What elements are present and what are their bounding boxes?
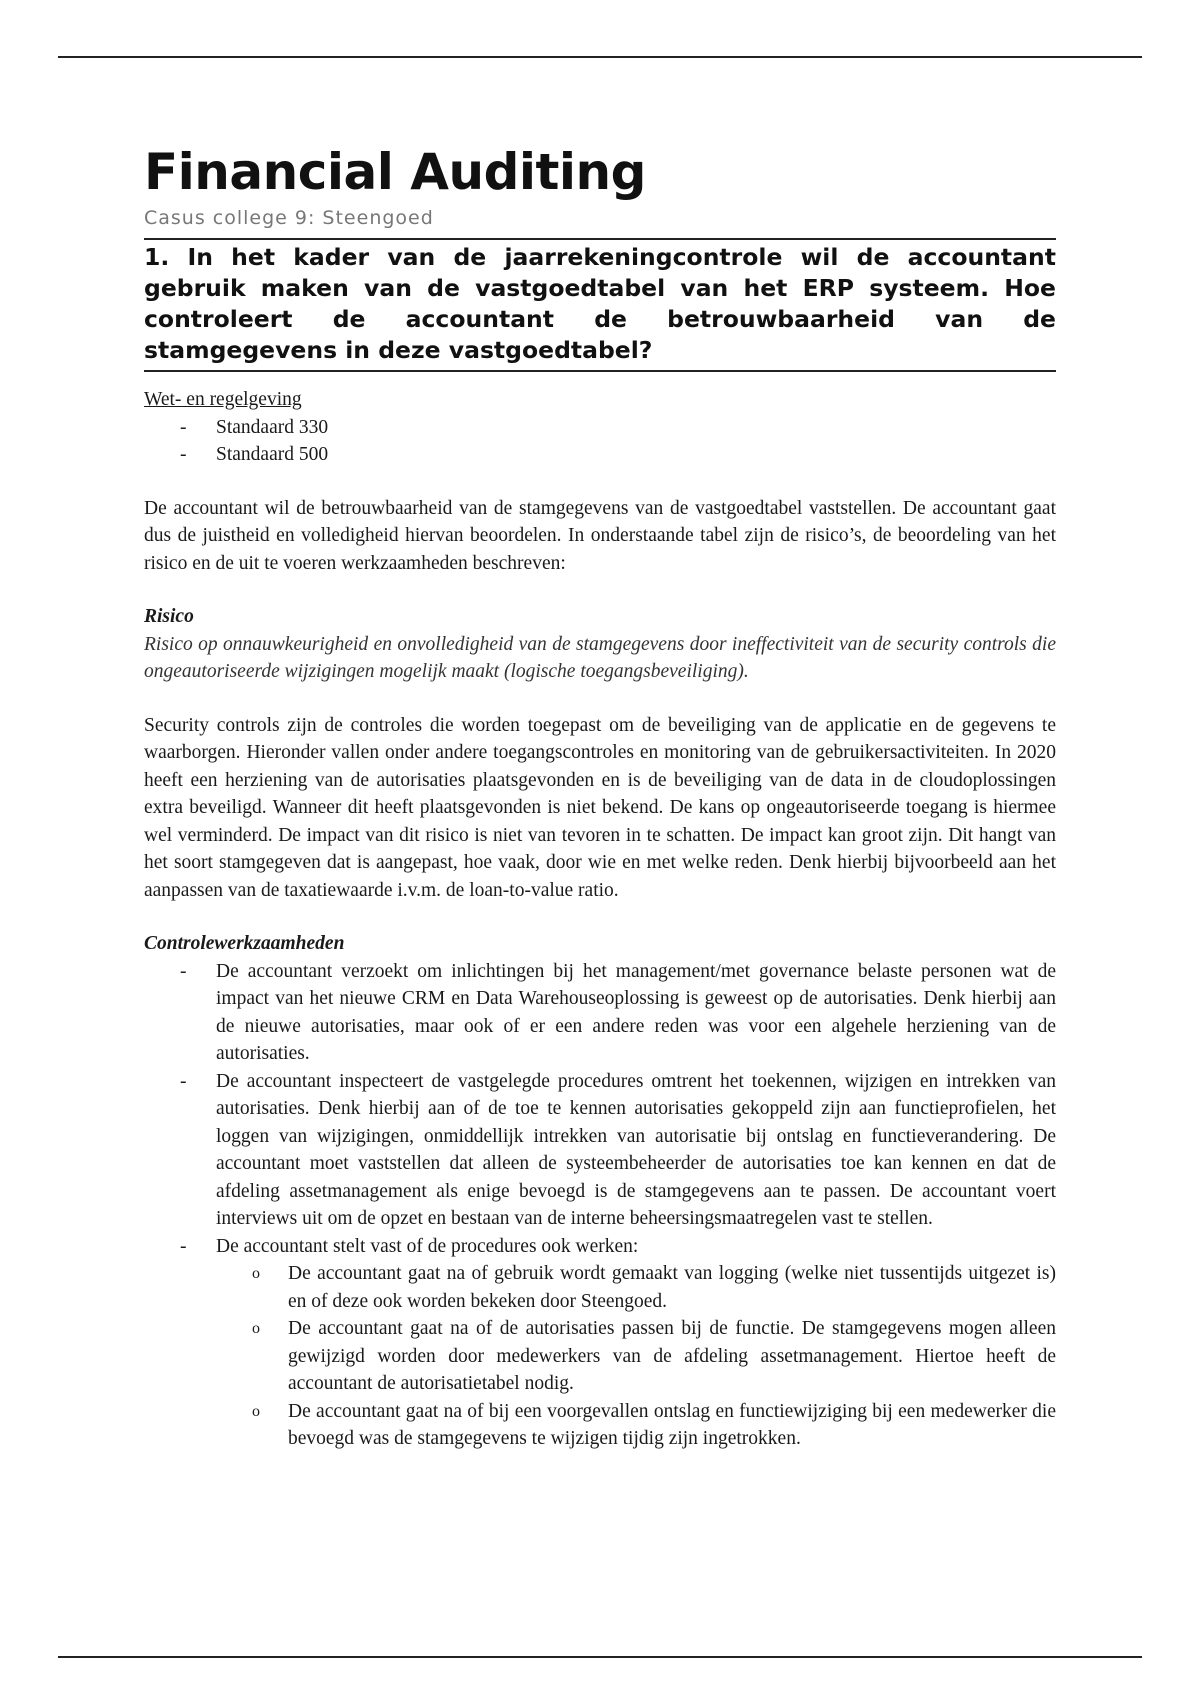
dash-bullet: - [180,444,187,465]
circle-bullet: o [252,1265,260,1282]
circle-bullet: o [252,1320,260,1337]
procedures-list [144,958,1056,1453]
document-title: Financial Auditing [144,143,646,201]
document-body [144,140,1056,1453]
legislation-heading: Wet- en regelgeving [144,389,302,410]
dash-bullet: - [180,1235,187,1257]
security-paragraph: Security controls zijn de controles die worden toegepast om de beveiliging van de applicatie en de gegevens te waarborgen. Hieronder vallen onder andere toegangscontroles en monitoring van de gebruikersactiviteiten. In 2020 heeft een herziening van de autorisaties plaatsgevonden en is de beveiliging van de data in de cloudoplossingen extra beveiligd. Wanneer dit heeft plaatsgevonden is niet bekend. De kans op ongeautoriseerde toegang is hiermee wel verminderd. De impact van dit risico is niet van tevoren in te schatten. De impact kan groot zijn. Dit hangt van het soort stamgegeven dat is aangepast, hoe vaak, door wie en met welke reden. Denk hierbij bijvoorbeeld aan het aanpassen van de taxatiewaarde i.v.m. de loan-to-value ratio. [144,714,1056,901]
risk-text: Risico op onnauwkeurigheid en onvolledigheid van de stamgegevens door ineffectiviteit van de security controls die ongeautoriseerde wijzigingen mogelijk maakt (logische toegangsbeveiliging). [144,633,1056,682]
header-rule [58,56,1142,58]
circle-bullet: o [252,1402,260,1420]
sub-list-item: o De accountant gaat na of gebruik wordt gemaakt van logging (welke niet tussentijds uitgezet is) en of deze ook worden bekeken door Steengoed. [288,1260,1056,1315]
risk-heading: Risico [144,606,194,627]
dash-bullet: - [180,1070,187,1092]
dash-bullet: - [180,416,187,438]
document-subtitle: Casus college 9: Steengoed [144,207,434,229]
legislation-list [144,414,1056,469]
list-item: - De accountant verzoekt om inlichtingen bij het management/met governance belaste personen wat de impact van het nieuwe CRM en Data Warehouseoplossing is geweest op de autorisaties. Denk hierbij aan de nieuwe autorisaties, maar ook of er een andere reden was voor een algehele herziening van de autorisaties. [216,958,1056,1068]
sub-procedures-list [216,1260,1056,1453]
question-heading: 1. In het kader van de jaarrekeningcontrole wil de accountant gebruik maken van de vastgoedtabel van het ERP systeem. Hoe controleert de accountant de betrouwbaarheid van de stamgegevens in deze vastgoedtabel? [144,238,1056,372]
dash-bullet: - [180,960,187,982]
sub-list-item: o De accountant gaat na of bij een voorgevallen ontslag en functiewijziging bij een medewerker die bevoegd was de stamgegevens te wijzigen tijdig zijn ingetrokken. [288,1398,1056,1453]
procedures-heading: Controlewerkzaamheden [144,933,345,954]
footer-rule [58,1656,1142,1658]
intro-paragraph: De accountant wil de betrouwbaarheid van de stamgegevens van de vastgoedtabel vaststellen. De accountant gaat dus de juistheid en volledigheid hiervan beoordelen. In onderstaande tabel zijn de risico’s, de beoordeling van het risico en de uit te voeren werkzaamheden beschreven: [144,497,1056,574]
list-item: - De accountant stelt vast of de procedures ook werken: o De accountant gaat na of gebruik wordt gemaakt van logging (welke niet tussentijds uitgezet is) en of deze ook worden bekeken door Steengoed. o De accountant gaat na of de autorisaties passen bij de functie. De stamgegevens mogen alleen gewijzigd worden door medewerkers van de afdeling assetmanagement. Hiertoe heeft de accountant de autorisatietabel nodig. o De accountant gaat na of bij een voorgevallen ontslag en functiewijziging bij een medewerker die bevoegd was de stamgegevens te wijzigen tijdig zijn ingetrokken. [216,1233,1056,1453]
list-item: - Standaard 500 [216,441,1056,469]
list-item: - De accountant inspecteert de vastgelegde procedures omtrent het toekennen, wijzigen en intrekken van autorisaties. Denk hierbij aan of de toe te kennen autorisaties gekoppeld zijn aan functieprofielen, het loggen van wijzigingen, onmiddellijk intrekken van autorisatie bij ontslag en functieverandering. De accountant moet vaststellen dat alleen de systeembeheerder de autorisaties toe kan kennen en dat de afdeling assetmanagement als enige bevoegd is de stamgegevens aan te passen. De accountant voert interviews uit om de opzet en bestaan van de interne beheersingsmaatregelen vast te stellen. [216,1068,1056,1233]
sub-list-item: o De accountant gaat na of de autorisaties passen bij de functie. De stamgegevens mogen alleen gewijzigd worden door medewerkers van de afdeling assetmanagement. Hiertoe heeft de accountant de autorisatietabel nodig. [288,1315,1056,1398]
list-item: - Standaard 330 [216,414,1056,442]
